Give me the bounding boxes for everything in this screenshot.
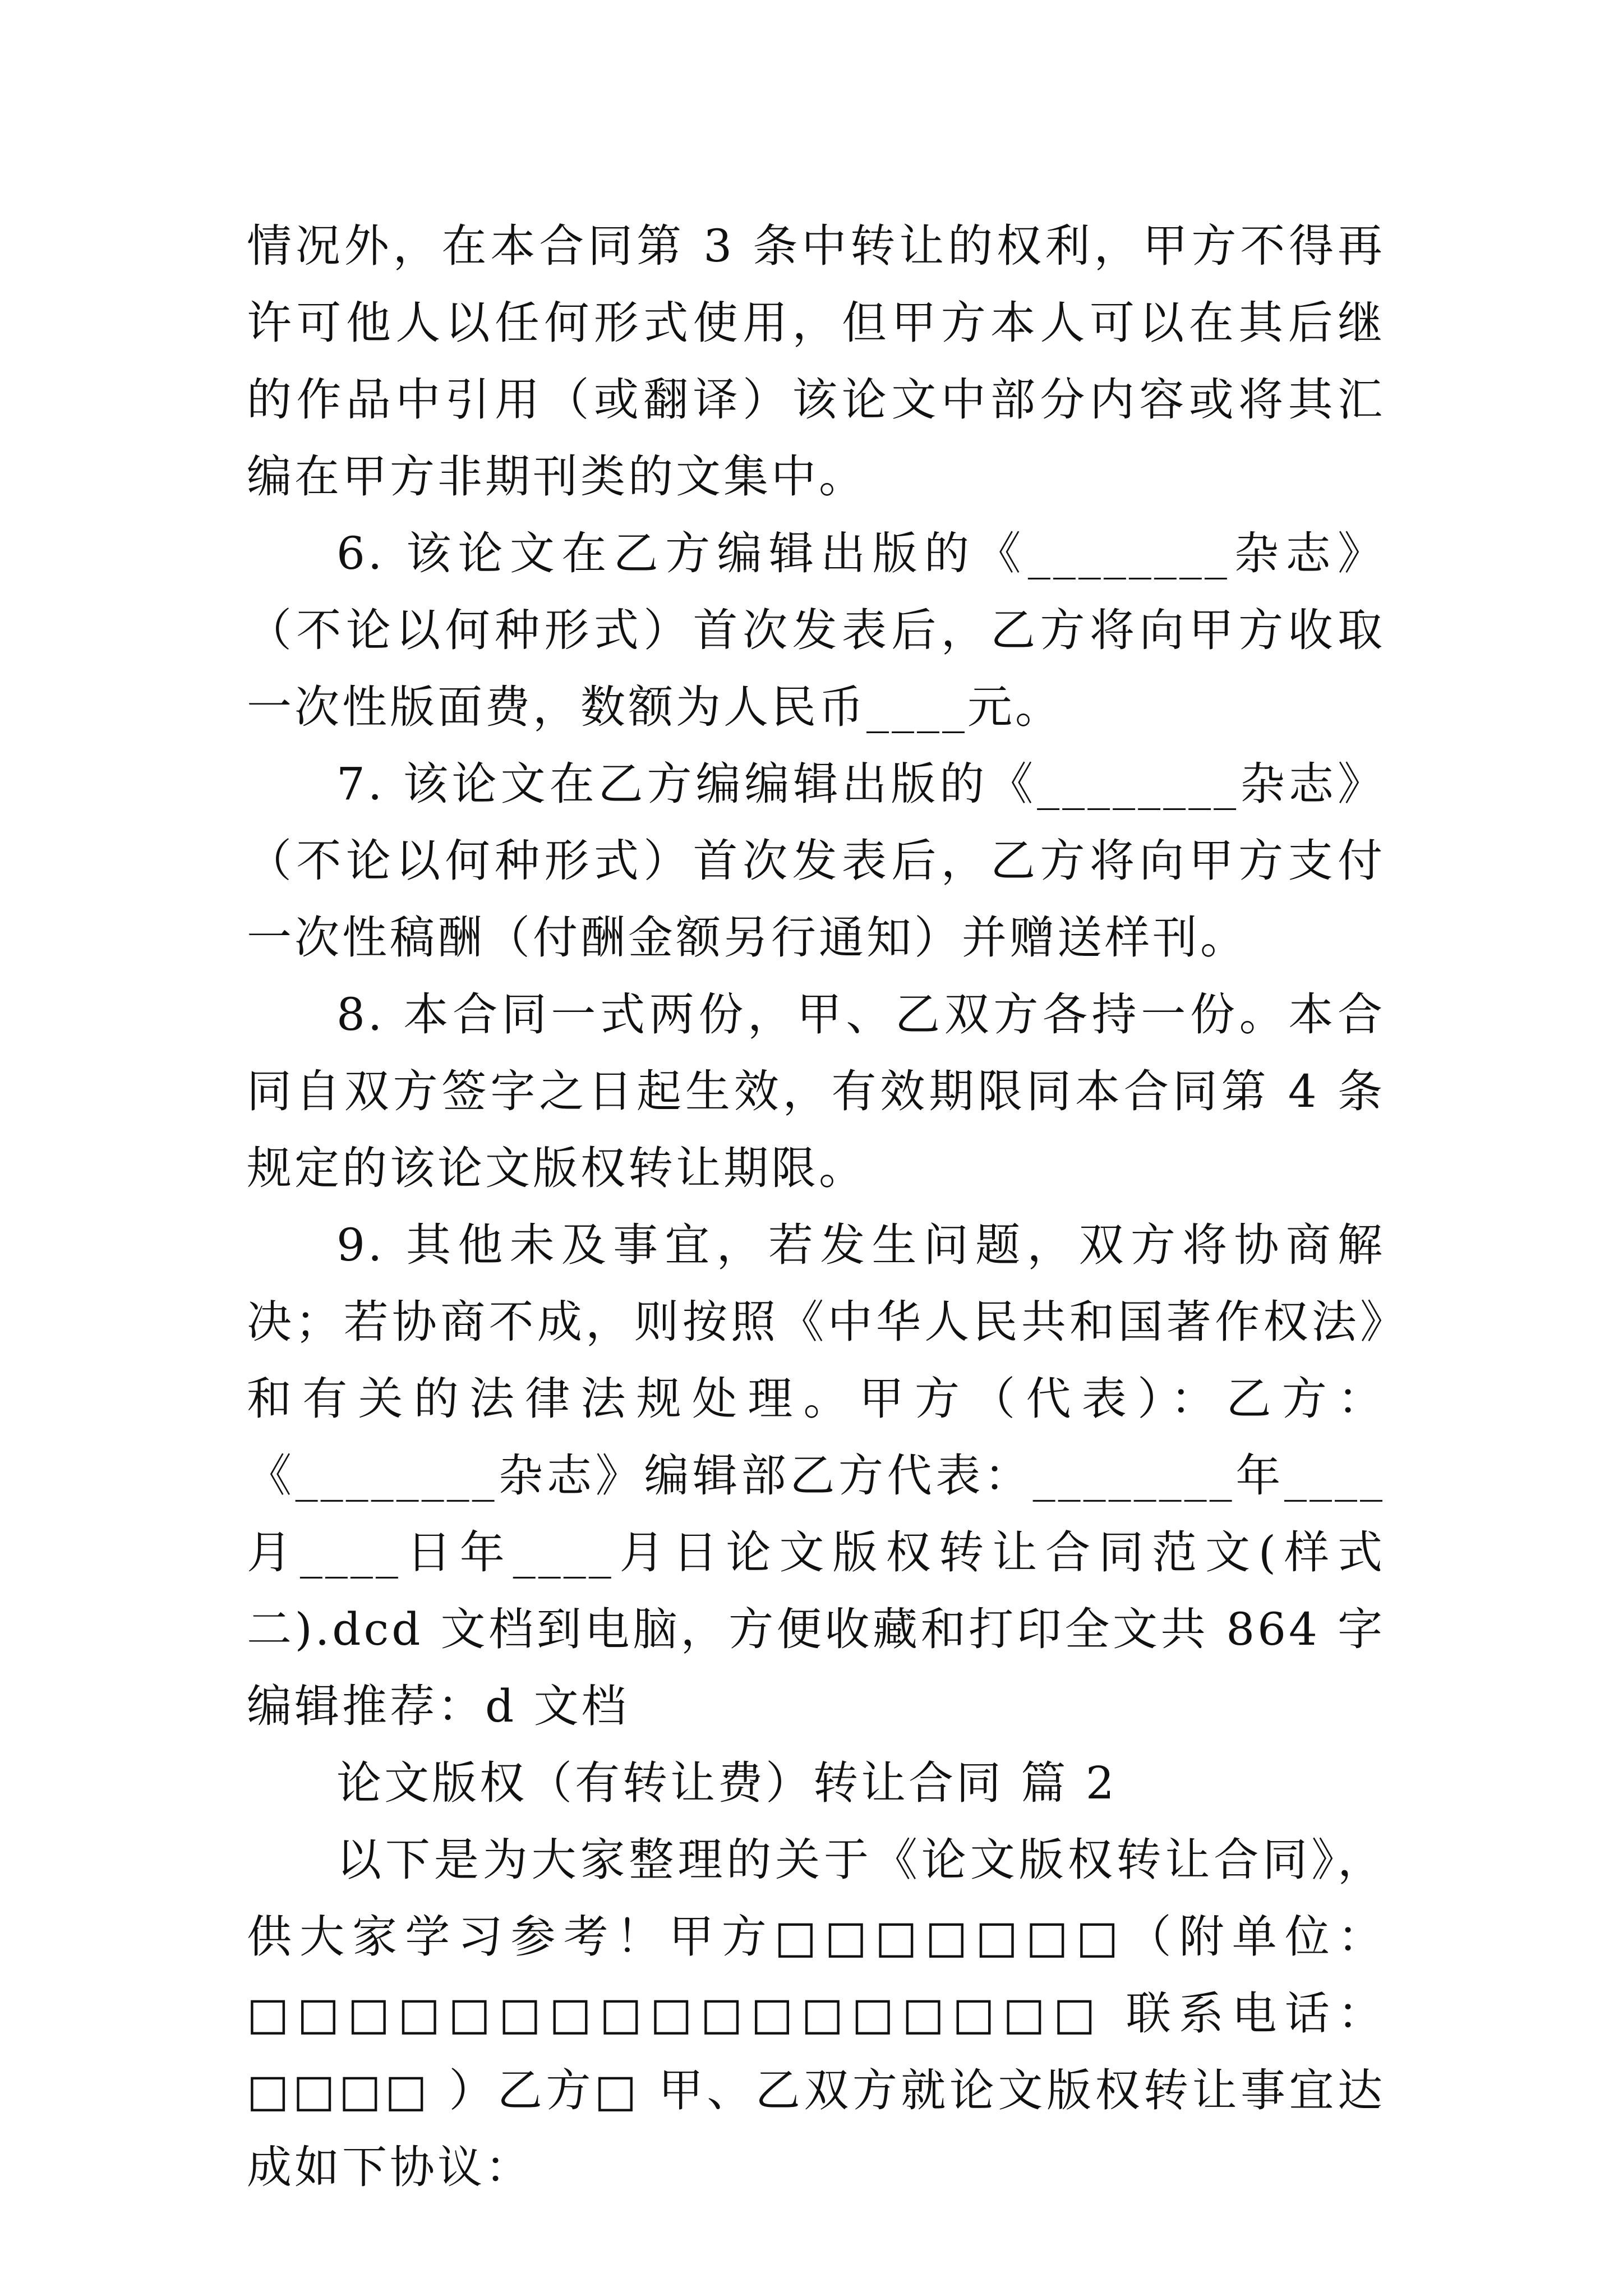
clause-7: 7. 该论文在乙方编编辑出版的《________杂志》（不论以何种形式）首次发表后，乙方将向甲方支付一次性稿酬（付酬金额另行通知）并赠送样刊。 bbox=[247, 758, 1385, 964]
clause-8: 8. 本合同一式两份，甲、乙双方各持一份。本合同自双方签字之日起生效，有效期限同本合同第 4 条规定的该论文版权转让期限。 bbox=[247, 988, 1385, 1194]
clause-6: 6. 该论文在乙方编辑出版的《________杂志》（不论以何种形式）首次发表后，乙方将向甲方收取一次性版面费，数额为人民币____元。 bbox=[247, 527, 1385, 733]
section-heading: 论文版权（有转让费）转让合同 篇 2 bbox=[336, 1757, 1117, 1809]
clause-9: 9. 其他未及事宜，若发生问题，双方将协商解决；若协商不成，则按照《中华人民共和国著作权法》和有关的法律法规处理。甲方（代表）：乙方：《________杂志》编辑部乙方代表：________年____月____日年____月日论文版权转让合同范文(样式二).dcd 文档到电脑，方便收藏和打印全文共 864 字编辑推荐：d 文档 bbox=[247, 1219, 1385, 1732]
paragraph-intro-2: 以下是为大家整理的关于《论文版权转让合同》，供大家学习参考！甲方□□□□□□□（附单位：□□□□□□□□□□□□□□□□□ 联系电话：□□□□ ）乙方□ 甲、乙双方就论文版权转让事宜达成如下协议： bbox=[247, 1834, 1385, 2193]
paragraph-continued: 情况外，在本合同第 3 条中转让的权利，甲方不得再许可他人以任何形式使用，但甲方本人可以在其后继的作品中引用（或翻译）该论文中部分内容或将其汇编在甲方非期刊类的文集中。 bbox=[247, 220, 1385, 503]
document-body bbox=[247, 208, 1385, 2206]
